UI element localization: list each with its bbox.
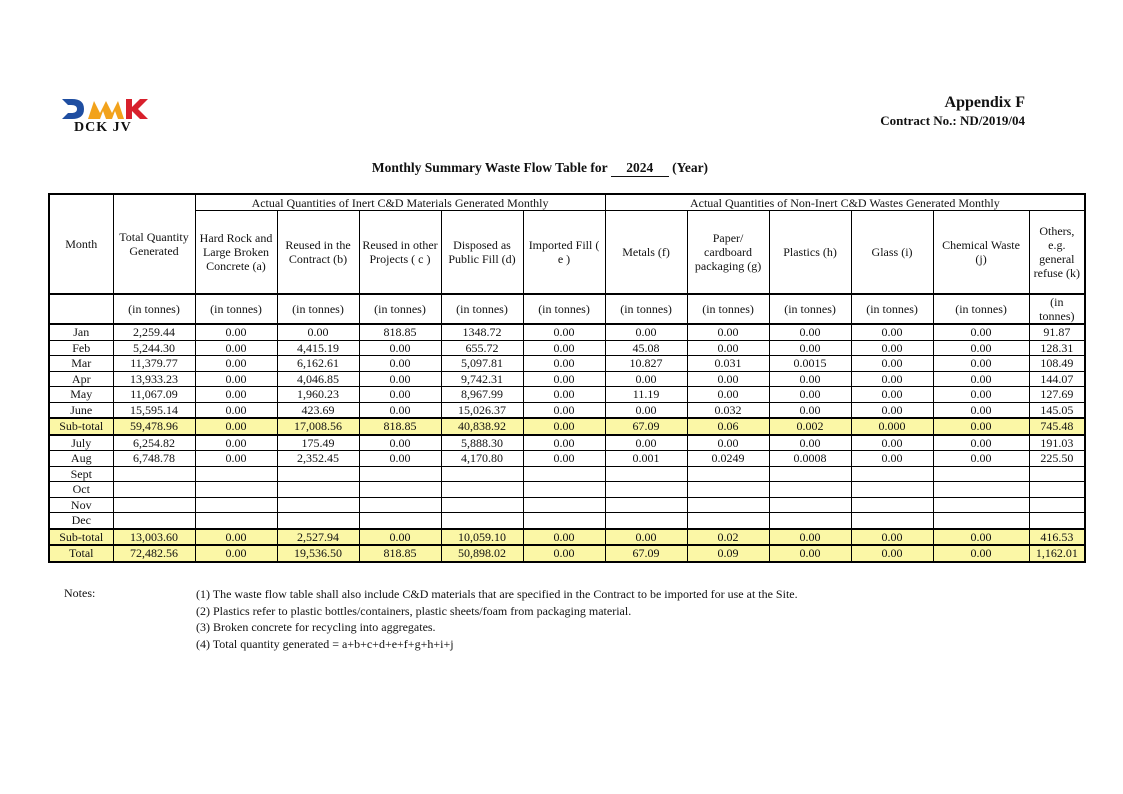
cell-glass: [851, 513, 933, 529]
group-header-non-inert: Actual Quantities of Non-Inert C&D Wastes Generated Monthly: [605, 194, 1085, 211]
cell-chemical: 0.00: [933, 324, 1029, 340]
unit-label: (in tonnes): [1029, 294, 1085, 324]
header-hard-rock: Hard Rock and Large Broken Concrete (a): [195, 211, 277, 295]
table-row: [49, 402, 1085, 418]
cell-glass: 0.00: [851, 340, 933, 356]
cell-plastics: 0.00: [769, 324, 851, 340]
cell-total: 2,259.44: [113, 324, 195, 340]
cell-chemical: 0.00: [933, 340, 1029, 356]
note-item: (4) Total quantity generated = a+b+c+d+e+f+g+h+i+j: [196, 636, 454, 651]
unit-label: (in tonnes): [277, 294, 359, 324]
cell-reused-contract: 17,008.56: [277, 418, 359, 435]
cell-reused-other: 0.00: [359, 340, 441, 356]
cell-total: 59,478.96: [113, 418, 195, 435]
cell-plastics: 0.0015: [769, 356, 851, 372]
unit-label: (in tonnes): [851, 294, 933, 324]
group-header-inert: Actual Quantities of Inert C&D Materials Generated Monthly: [195, 194, 605, 211]
header-glass: Glass (i): [851, 211, 933, 295]
cell-plastics: 0.00: [769, 402, 851, 418]
cell-metals: 0.00: [605, 435, 687, 451]
cell-reused-other: 0.00: [359, 435, 441, 451]
unit-label: (in tonnes): [933, 294, 1029, 324]
cell-others: 1,162.01: [1029, 545, 1085, 562]
cell-chemical: 0.00: [933, 356, 1029, 372]
cell-chemical: 0.00: [933, 402, 1029, 418]
cell-plastics: [769, 513, 851, 529]
cell-hard-rock: 0.00: [195, 324, 277, 340]
cell-metals: 0.00: [605, 324, 687, 340]
cell-chemical: [933, 497, 1029, 513]
cell-total: 11,067.09: [113, 387, 195, 403]
cell-total: 13,933.23: [113, 371, 195, 387]
cell-glass: 0.00: [851, 387, 933, 403]
unit-label: (in tonnes): [605, 294, 687, 324]
cell-metals: 10.827: [605, 356, 687, 372]
subtotal-row: [49, 418, 1085, 435]
waste-flow-table: [48, 193, 1086, 563]
table-row: [49, 356, 1085, 372]
cell-metals: 67.09: [605, 545, 687, 562]
cell-imported-fill: 0.00: [523, 356, 605, 372]
cell-metals: [605, 497, 687, 513]
cell-month: Aug: [49, 451, 113, 467]
cell-month: Mar: [49, 356, 113, 372]
unit-label: (in tonnes): [523, 294, 605, 324]
cell-paper: [687, 482, 769, 498]
cell-metals: 45.08: [605, 340, 687, 356]
contract-number: [880, 113, 1025, 129]
cell-reused-contract: 2,527.94: [277, 529, 359, 546]
cell-imported-fill: [523, 497, 605, 513]
table-row: [49, 466, 1085, 482]
cell-month: Oct: [49, 482, 113, 498]
cell-public-fill: [441, 482, 523, 498]
cell-glass: [851, 466, 933, 482]
cell-imported-fill: 0.00: [523, 529, 605, 546]
table-row: [49, 513, 1085, 529]
cell-total: 6,748.78: [113, 451, 195, 467]
cell-hard-rock: [195, 497, 277, 513]
cell-reused-contract: [277, 513, 359, 529]
cell-others: 108.49: [1029, 356, 1085, 372]
cell-imported-fill: [523, 482, 605, 498]
cell-others: 127.69: [1029, 387, 1085, 403]
cell-imported-fill: 0.00: [523, 545, 605, 562]
cell-others: 144.07: [1029, 371, 1085, 387]
cell-glass: 0.000: [851, 418, 933, 435]
cell-plastics: 0.00: [769, 371, 851, 387]
logo-text: DCK JV: [74, 120, 132, 135]
cell-reused-contract: 19,536.50: [277, 545, 359, 562]
cell-total: 72,482.56: [113, 545, 195, 562]
cell-month: Nov: [49, 497, 113, 513]
cell-reused-other: [359, 497, 441, 513]
cell-hard-rock: 0.00: [195, 387, 277, 403]
logo-d-mark: [62, 99, 84, 119]
cell-month: Sept: [49, 466, 113, 482]
cell-glass: [851, 497, 933, 513]
cell-public-fill: 15,026.37: [441, 402, 523, 418]
cell-hard-rock: 0.00: [195, 545, 277, 562]
header-public-fill: Disposed as Public Fill (d): [441, 211, 523, 295]
cell-glass: 0.00: [851, 435, 933, 451]
cell-chemical: [933, 482, 1029, 498]
cell-reused-other: [359, 513, 441, 529]
cell-total: 11,379.77: [113, 356, 195, 372]
contract-label: Contract No.:: [880, 113, 957, 128]
title-suffix: (Year): [672, 160, 709, 175]
cell-plastics: 0.00: [769, 435, 851, 451]
cell-glass: [851, 482, 933, 498]
note-item: (2) Plastics refer to plastic bottles/containers, plastic sheets/foam from packaging material.: [196, 603, 632, 618]
cell-hard-rock: [195, 466, 277, 482]
cell-month: July: [49, 435, 113, 451]
cell-imported-fill: 0.00: [523, 387, 605, 403]
cell-chemical: 0.00: [933, 435, 1029, 451]
cell-hard-rock: 0.00: [195, 529, 277, 546]
cell-metals: [605, 466, 687, 482]
cell-month: May: [49, 387, 113, 403]
cell-total: [113, 466, 195, 482]
cell-paper: [687, 466, 769, 482]
cell-month: Dec: [49, 513, 113, 529]
cell-paper: 0.00: [687, 435, 769, 451]
header-others: Others, e.g. general refuse (k): [1029, 211, 1085, 295]
cell-chemical: [933, 466, 1029, 482]
unit-label: (in tonnes): [687, 294, 769, 324]
cell-reused-contract: 423.69: [277, 402, 359, 418]
cell-paper: 0.0249: [687, 451, 769, 467]
header-metals: Metals (f): [605, 211, 687, 295]
cell-hard-rock: 0.00: [195, 418, 277, 435]
cell-public-fill: 1348.72: [441, 324, 523, 340]
cell-reused-other: 0.00: [359, 387, 441, 403]
cell-reused-other: 818.85: [359, 545, 441, 562]
table-row: [49, 387, 1085, 403]
table-row: [49, 497, 1085, 513]
cell-paper: 0.00: [687, 340, 769, 356]
table-row: [49, 324, 1085, 340]
notes-label: Notes:: [64, 586, 96, 600]
cell-public-fill: 50,898.02: [441, 545, 523, 562]
cell-hard-rock: [195, 513, 277, 529]
cell-month: Apr: [49, 371, 113, 387]
cell-metals: [605, 513, 687, 529]
cell-month: Jan: [49, 324, 113, 340]
cell-reused-contract: 6,162.61: [277, 356, 359, 372]
cell-paper: 0.06: [687, 418, 769, 435]
subtotal-row: [49, 529, 1085, 546]
cell-public-fill: 9,742.31: [441, 371, 523, 387]
table-row: [49, 435, 1085, 451]
cell-hard-rock: 0.00: [195, 402, 277, 418]
cell-others: 416.53: [1029, 529, 1085, 546]
appendix-label: Appendix F: [944, 94, 1025, 111]
unit-label: (in tonnes): [441, 294, 523, 324]
cell-imported-fill: [523, 513, 605, 529]
cell-reused-other: 0.00: [359, 529, 441, 546]
title-prefix: Monthly Summary Waste Flow Table for: [371, 160, 608, 175]
notes-list: [196, 586, 798, 652]
cell-glass: 0.00: [851, 324, 933, 340]
page-title: [0, 160, 1080, 177]
header-reused-contract: Reused in the Contract (b): [277, 211, 359, 295]
cell-others: [1029, 466, 1085, 482]
unit-label: (in tonnes): [113, 294, 195, 324]
cell-month: Feb: [49, 340, 113, 356]
cell-imported-fill: 0.00: [523, 435, 605, 451]
cell-plastics: [769, 497, 851, 513]
cell-imported-fill: 0.00: [523, 324, 605, 340]
cell-reused-contract: [277, 482, 359, 498]
cell-public-fill: 4,170.80: [441, 451, 523, 467]
cell-reused-contract: 2,352.45: [277, 451, 359, 467]
title-year: 2024: [611, 160, 669, 177]
cell-paper: 0.00: [687, 324, 769, 340]
cell-chemical: [933, 513, 1029, 529]
cell-imported-fill: 0.00: [523, 371, 605, 387]
cell-public-fill: 8,967.99: [441, 387, 523, 403]
cell-reused-other: 0.00: [359, 451, 441, 467]
cell-reused-other: 0.00: [359, 402, 441, 418]
cell-public-fill: 5,888.30: [441, 435, 523, 451]
cell-imported-fill: 0.00: [523, 451, 605, 467]
cell-glass: 0.00: [851, 356, 933, 372]
cell-reused-other: 0.00: [359, 356, 441, 372]
unit-label: (in tonnes): [359, 294, 441, 324]
cell-paper: 0.02: [687, 529, 769, 546]
cell-chemical: 0.00: [933, 545, 1029, 562]
cell-reused-contract: 175.49: [277, 435, 359, 451]
cell-glass: 0.00: [851, 545, 933, 562]
note-item: (1) The waste flow table shall also include C&D materials that are specified in the Contract to be imported for use at the Site.: [196, 587, 798, 601]
table-row: [49, 340, 1085, 356]
cell-paper: 0.00: [687, 371, 769, 387]
cell-plastics: 0.002: [769, 418, 851, 435]
cell-reused-other: 0.00: [359, 371, 441, 387]
contract-value: ND/2019/04: [960, 113, 1025, 128]
cell-others: 128.31: [1029, 340, 1085, 356]
cell-month: June: [49, 402, 113, 418]
cell-month: Total: [49, 545, 113, 562]
cell-paper: 0.00: [687, 387, 769, 403]
cell-total: 13,003.60: [113, 529, 195, 546]
header-reused-other: Reused in other Projects ( c ): [359, 211, 441, 295]
cell-public-fill: 10,059.10: [441, 529, 523, 546]
cell-plastics: [769, 482, 851, 498]
cell-month: Sub-total: [49, 418, 113, 435]
cell-glass: 0.00: [851, 371, 933, 387]
cell-plastics: 0.00: [769, 545, 851, 562]
cell-metals: [605, 482, 687, 498]
table-body: [49, 324, 1085, 562]
cell-reused-other: [359, 466, 441, 482]
unit-label: (in tonnes): [195, 294, 277, 324]
cell-imported-fill: [523, 466, 605, 482]
cell-public-fill: [441, 513, 523, 529]
cell-imported-fill: 0.00: [523, 402, 605, 418]
cell-imported-fill: 0.00: [523, 340, 605, 356]
cell-others: 225.50: [1029, 451, 1085, 467]
cell-metals: 11.19: [605, 387, 687, 403]
header-chemical: Chemical Waste (j): [933, 211, 1029, 295]
cell-plastics: 0.00: [769, 340, 851, 356]
cell-public-fill: 5,097.81: [441, 356, 523, 372]
cell-chemical: 0.00: [933, 371, 1029, 387]
cell-reused-contract: [277, 497, 359, 513]
cell-paper: [687, 513, 769, 529]
header-imported-fill: Imported Fill ( e ): [523, 211, 605, 295]
cell-public-fill: 655.72: [441, 340, 523, 356]
cell-paper: [687, 497, 769, 513]
cell-glass: 0.00: [851, 402, 933, 418]
cell-hard-rock: 0.00: [195, 435, 277, 451]
cell-total: [113, 513, 195, 529]
header-paper: Paper/ cardboard packaging (g): [687, 211, 769, 295]
cell-total: [113, 482, 195, 498]
table-row: [49, 371, 1085, 387]
table-row: [49, 482, 1085, 498]
total-row: [49, 545, 1085, 562]
cell-chemical: 0.00: [933, 529, 1029, 546]
cell-chemical: 0.00: [933, 387, 1029, 403]
cell-others: 145.05: [1029, 402, 1085, 418]
cell-plastics: [769, 466, 851, 482]
cell-others: 191.03: [1029, 435, 1085, 451]
cell-public-fill: 40,838.92: [441, 418, 523, 435]
cell-metals: 67.09: [605, 418, 687, 435]
cell-plastics: 0.00: [769, 529, 851, 546]
cell-reused-contract: 1,960.23: [277, 387, 359, 403]
cell-paper: 0.09: [687, 545, 769, 562]
unit-label: (in tonnes): [769, 294, 851, 324]
cell-reused-contract: 4,415.19: [277, 340, 359, 356]
header-total: Total Quantity Generated: [113, 194, 195, 294]
cell-hard-rock: 0.00: [195, 371, 277, 387]
cell-reused-contract: 0.00: [277, 324, 359, 340]
cell-plastics: 0.00: [769, 387, 851, 403]
cell-glass: 0.00: [851, 529, 933, 546]
units-spacer: [49, 294, 113, 324]
cell-total: 5,244.30: [113, 340, 195, 356]
cell-hard-rock: 0.00: [195, 340, 277, 356]
cell-others: 91.87: [1029, 324, 1085, 340]
cell-imported-fill: 0.00: [523, 418, 605, 435]
cell-hard-rock: 0.00: [195, 356, 277, 372]
table-row: [49, 451, 1085, 467]
cell-reused-other: 818.85: [359, 324, 441, 340]
cell-chemical: 0.00: [933, 451, 1029, 467]
logo-k-mark: [126, 99, 148, 119]
cell-chemical: 0.00: [933, 418, 1029, 435]
cell-metals: 0.00: [605, 371, 687, 387]
waste-flow-table-container: [48, 193, 1084, 563]
cell-others: [1029, 497, 1085, 513]
cell-glass: 0.00: [851, 451, 933, 467]
cell-hard-rock: [195, 482, 277, 498]
header-month: Month: [49, 194, 113, 294]
cell-plastics: 0.0008: [769, 451, 851, 467]
header-plastics: Plastics (h): [769, 211, 851, 295]
cell-others: 745.48: [1029, 418, 1085, 435]
cell-reused-other: [359, 482, 441, 498]
cell-public-fill: [441, 466, 523, 482]
cell-reused-contract: [277, 466, 359, 482]
cell-month: Sub-total: [49, 529, 113, 546]
cell-metals: 0.001: [605, 451, 687, 467]
cell-others: [1029, 513, 1085, 529]
cell-total: 15,595.14: [113, 402, 195, 418]
cell-total: 6,254.82: [113, 435, 195, 451]
note-item: (3) Broken concrete for recycling into aggregates.: [196, 620, 436, 634]
cell-public-fill: [441, 497, 523, 513]
cell-total: [113, 497, 195, 513]
cell-reused-contract: 4,046.85: [277, 371, 359, 387]
logo-m-mark: [88, 101, 124, 119]
cell-metals: 0.00: [605, 402, 687, 418]
cell-reused-other: 818.85: [359, 418, 441, 435]
cell-hard-rock: 0.00: [195, 451, 277, 467]
cell-paper: 0.031: [687, 356, 769, 372]
cell-others: [1029, 482, 1085, 498]
cell-paper: 0.032: [687, 402, 769, 418]
cell-metals: 0.00: [605, 529, 687, 546]
